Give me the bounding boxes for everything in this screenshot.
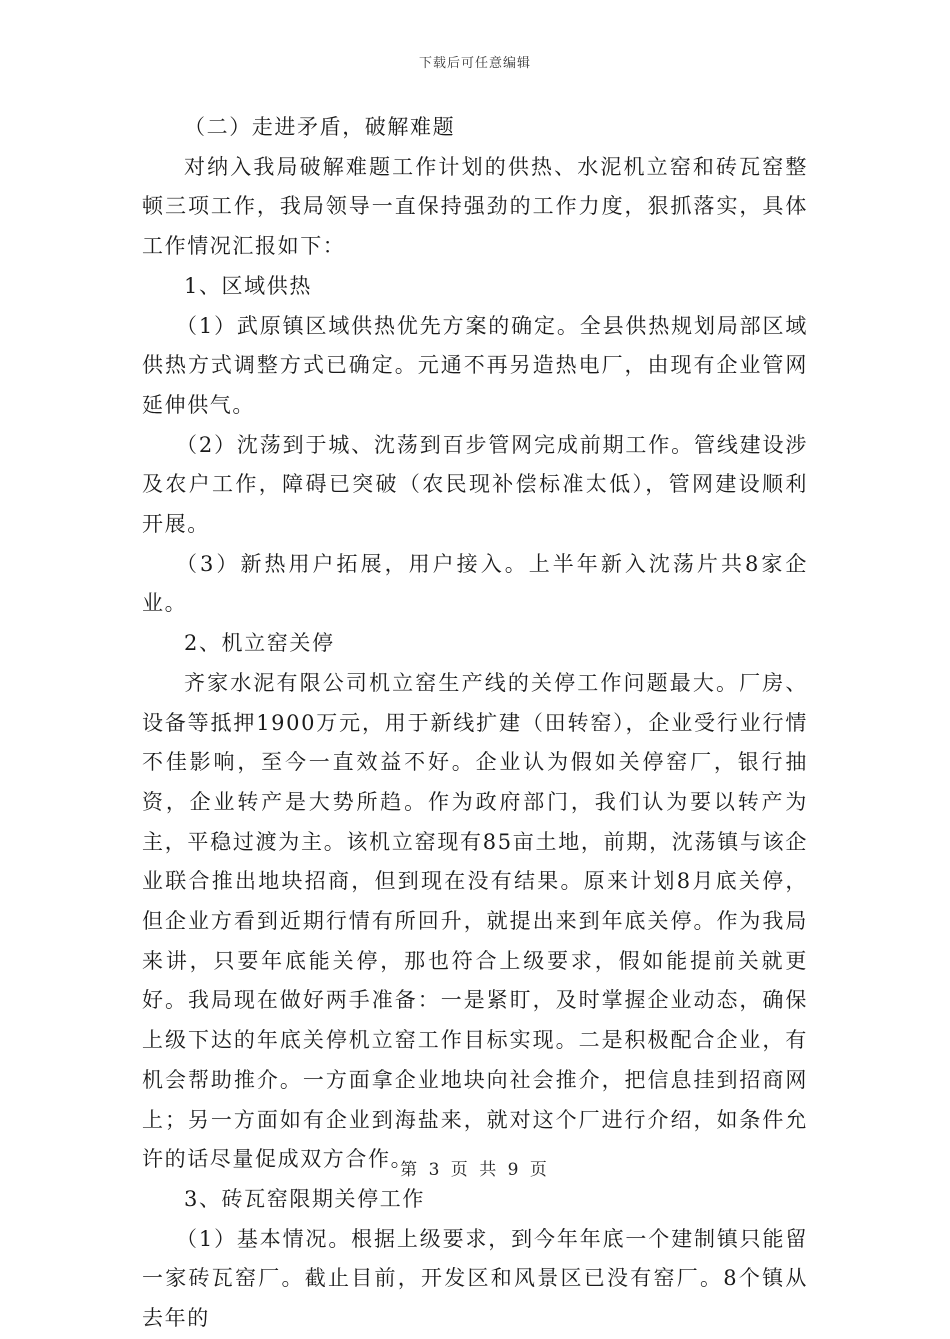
kiln-paragraph: 齐家水泥有限公司机立窑生产线的关停工作问题最大。厂房、设备等抵押1900万元，用于新线扩建（田转窑），企业受行业行情不佳影响，至今一直效益不好。企业认为假如关停窑厂，银行抽资，企业转产是大势所趋。作为政府部门，我们认为要以转产为主，平稳过渡为主。该机立窑现有85亩土地，前期，沈荡镇与该企业联合推出地块招商，但到现在没有结果。原来计划8月底关停，但企业方看到近期行情有所回升，就提出来到年底关停。作为我局来讲，只要年底能关停，那也符合上级要求，假如能提前关就更好。我局现在做好两手准备：一是紧盯，及时掌握企业动态，确保上级下达的年底关停机立窑工作目标实现。二是积极配合企业，有机会帮助推介。一方面拿企业地块向社会推介，把信息挂到招商网上；另一方面如有企业到海盐来，就对这个厂进行介绍，如条件允许的话尽量促成双方合作。: [142, 670, 808, 1172]
subsection-heading-heating: 1、区域供热: [184, 273, 312, 298]
page-header-note: 下载后可任意编辑: [418, 56, 531, 71]
heating-item-1: （1）武原镇区域供热优先方案的确定。全县供热规划局部区域供热方式调整方式已确定。元通不再另造热电厂，由现有企业管网延伸供气。: [142, 313, 808, 417]
brick-item-1: （1）基本情况。根据上级要求，到今年年底一个建制镇只能留一家砖瓦窑厂。截止目前，开发区和风景区已没有窑厂。8个镇从去年的: [142, 1226, 808, 1331]
heating-item-3: （3）新热用户拓展，用户接入。上半年新入沈荡片共8家企业。: [142, 551, 808, 616]
subsection-heading-kiln: 2、机立窑关停: [184, 631, 335, 656]
page-number: 第 3 页 共 9 页: [400, 1160, 550, 1180]
section-heading: （二）走进矛盾，破解难题: [184, 115, 456, 139]
heating-item-2: （2）沈荡到于城、沈荡到百步管网完成前期工作。管线建设涉及农户工作，障碍已突破（农民现补偿标准太低），管网建设顺利开展。: [142, 432, 808, 537]
intro-paragraph: 对纳入我局破解难题工作计划的供热、水泥机立窑和砖瓦窑整顿三项工作，我局领导一直保持强劲的工作力度，狠抓落实，具体工作情况汇报如下：: [142, 154, 808, 259]
subsection-heading-brick: 3、砖瓦窑限期关停工作: [184, 1186, 425, 1211]
